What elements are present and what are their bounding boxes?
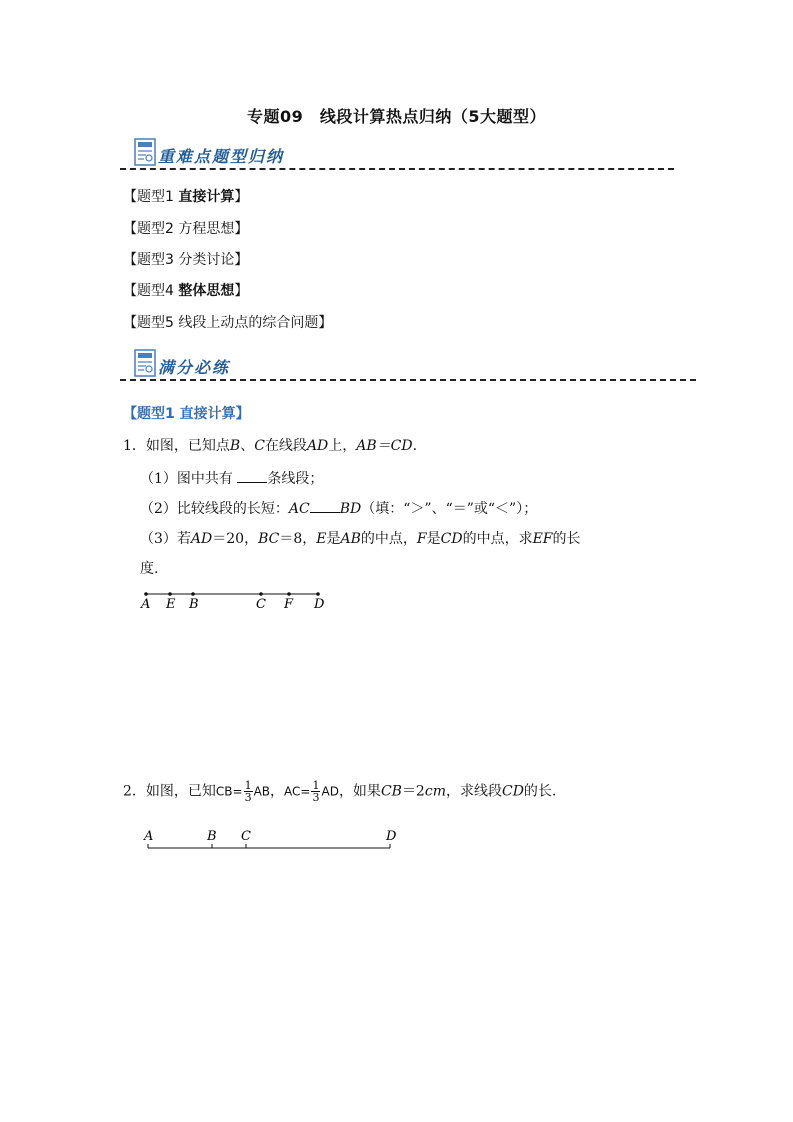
toc-item: 【题型2 方程思想】 xyxy=(123,221,249,237)
point-label-E: E xyxy=(166,597,176,612)
point-label-A: A xyxy=(141,597,151,612)
section-heading: 【题型1 直接计算】 xyxy=(123,406,250,422)
banner-label: 重难点题型归纳 xyxy=(158,147,285,166)
question-1-part-1: （1）图中共有 条线段； xyxy=(140,468,323,489)
answer-blank[interactable] xyxy=(237,468,267,483)
segment-diagram-1 xyxy=(138,588,338,616)
point-label-B: B xyxy=(189,597,199,612)
question-2-stem: 2．如图，已知CB= $\frac{1}{3}$ AB，AC= $\frac{1}{3}$ AD，如果CB＝2cm，求线段CD的长. xyxy=(123,779,557,804)
point-label-D: D xyxy=(386,829,397,844)
question-1-stem: 1．如图，已知点B、C在线段AD上，AB＝CD. xyxy=(123,438,418,454)
section-banner-key-types xyxy=(120,138,680,178)
question-1-part-2: （2）比较线段的长短：AC BD（填：“＞”、“＝”或“＜”）； xyxy=(140,498,537,519)
question-1-part-3: （3）若AD＝20，BC＝8，E是AB的中点，F是CD的中点，求EF的长 xyxy=(140,531,581,547)
toc-item: 【题型4 整体思想】 xyxy=(123,283,249,299)
point-label-D: D xyxy=(314,597,325,612)
page-title: 专题09 线段计算热点归纳（5大题型） xyxy=(247,107,546,126)
document-icon xyxy=(134,349,156,377)
segment-diagram-2 xyxy=(140,826,410,854)
point-label-A: A xyxy=(144,829,154,844)
toc-item: 【题型5 线段上动点的综合问题】 xyxy=(123,315,333,331)
toc-item: 【题型3 分类讨论】 xyxy=(123,252,249,268)
point-label-C: C xyxy=(256,597,266,612)
banner-label: 满分必练 xyxy=(158,358,231,377)
answer-blank[interactable] xyxy=(310,498,340,513)
point-label-B: B xyxy=(207,829,217,844)
toc-item: 【题型1 直接计算】 xyxy=(123,189,249,205)
dashed-divider xyxy=(120,379,696,381)
question-1-part-3-cont: 度. xyxy=(140,561,159,577)
point-label-F: F xyxy=(284,597,294,612)
section-banner-practice xyxy=(120,349,700,389)
fraction-one-third: $\frac{1}{3}$ xyxy=(244,779,252,804)
point-label-C: C xyxy=(241,829,251,844)
fraction-one-third: $\frac{1}{3}$ xyxy=(312,779,320,804)
document-icon xyxy=(134,138,156,166)
dashed-divider xyxy=(120,168,674,170)
